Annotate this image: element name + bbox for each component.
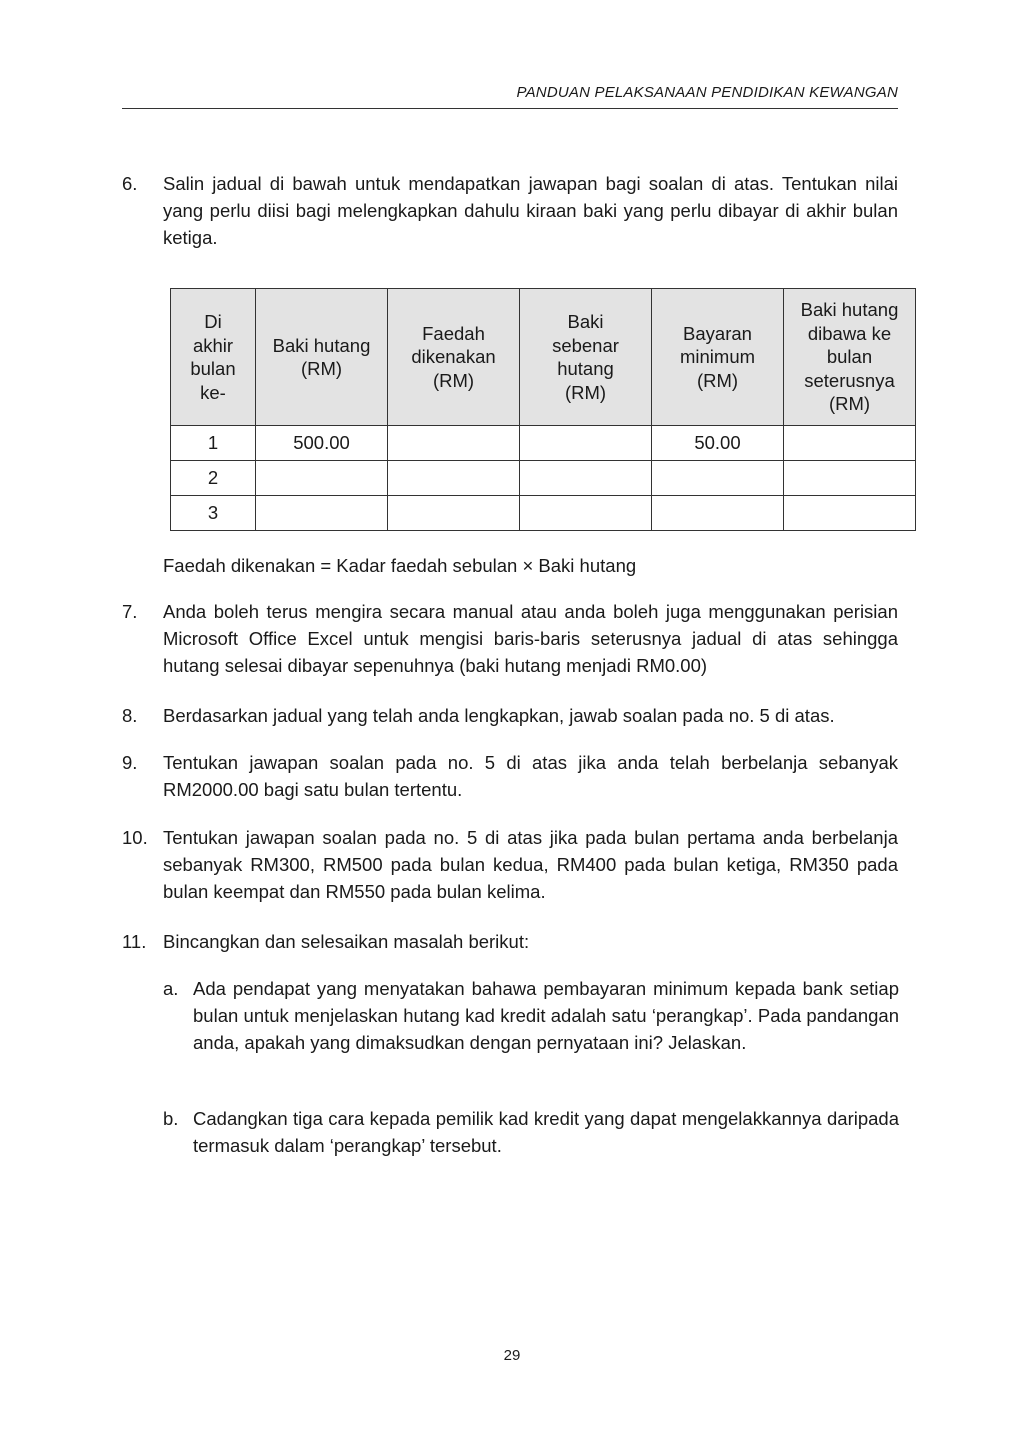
- interest-formula: Faedah dikenakan = Kadar faedah sebulan × Baki hutang: [163, 555, 637, 576]
- table-cell: [784, 496, 916, 531]
- question-number: 7.: [122, 601, 138, 622]
- table-cell: [388, 496, 520, 531]
- sub-question-letter: a.: [163, 978, 179, 999]
- table-cell: 3: [171, 496, 256, 531]
- sub-question-letter: b.: [163, 1108, 179, 1129]
- table-cell: [256, 496, 388, 531]
- page-number: 29: [503, 1347, 521, 1364]
- table-cell: [388, 461, 520, 496]
- col-header-actual-balance: Baki sebenar hutang (RM): [520, 289, 652, 426]
- question-text: Salin jadual di bawah untuk mendapatkan jawapan bagi soalan di atas. Tentukan nilai yang perlu diisi bagi melengkapkan dahulu kiraan baki yang perlu dibayar di akhir bulan ketiga.: [163, 173, 898, 248]
- col-header-carried-balance: Baki hutang dibawa ke bulan seterusnya (RM): [784, 289, 916, 426]
- question-text: Anda boleh terus mengira secara manual atau anda boleh juga menggunakan perisian Microsoft Office Excel untuk mengisi baris-baris seterusnya jadual di atas sehingga hutang selesai dibayar sepenuhnya (baki hutang menjadi RM0.00): [163, 601, 898, 676]
- sub-question-text: Ada pendapat yang menyatakan bahawa pembayaran minimum kepada bank setiap bulan untuk menjelaskan hutang kad kredit adalah satu ‘perangkap’. Pada pandangan anda, apakah yang dimaksudkan dengan pernyataan ini? Jelaskan.: [193, 978, 899, 1053]
- table-row: [171, 496, 916, 531]
- table-cell: 500.00: [256, 426, 388, 461]
- running-header: PANDUAN PELAKSANAAN PENDIDIKAN KEWANGAN: [122, 84, 898, 109]
- table-cell: 50.00: [652, 426, 784, 461]
- col-header-debt-balance: Baki hutang (RM): [256, 289, 388, 426]
- question-text: Berdasarkan jadual yang telah anda lengkapkan, jawab soalan pada no. 5 di atas.: [163, 705, 835, 726]
- table-cell: 2: [171, 461, 256, 496]
- table-header-row: [171, 289, 916, 426]
- table-row: [171, 461, 916, 496]
- table-cell: [520, 496, 652, 531]
- sub-question-text: Cadangkan tiga cara kepada pemilik kad kredit yang dapat mengelakkannya daripada termasuk dalam ‘perangkap’ tersebut.: [193, 1108, 899, 1156]
- col-header-month: Di akhir bulan ke-: [171, 289, 256, 426]
- table-cell: [520, 461, 652, 496]
- table-cell: [784, 426, 916, 461]
- table-row: [171, 426, 916, 461]
- col-header-minimum-payment: Bayaran minimum (RM): [652, 289, 784, 426]
- question-number: 11.: [122, 931, 147, 952]
- table-cell: [388, 426, 520, 461]
- table-cell: 1: [171, 426, 256, 461]
- question-number: 6.: [122, 173, 138, 194]
- debt-table: [170, 288, 916, 531]
- question-text: Tentukan jawapan soalan pada no. 5 di atas jika pada bulan pertama anda berbelanja sebanyak RM300, RM500 pada bulan kedua, RM400 pada bulan ketiga, RM350 pada bulan keempat dan RM550 pada bulan kelima.: [163, 827, 898, 902]
- table-cell: [256, 461, 388, 496]
- question-number: 8.: [122, 705, 138, 726]
- question-number: 10.: [122, 827, 148, 848]
- question-text: Bincangkan dan selesaikan masalah berikut:: [163, 931, 530, 952]
- table-cell: [784, 461, 916, 496]
- table-cell: [652, 461, 784, 496]
- table-cell: [652, 496, 784, 531]
- question-number: 9.: [122, 752, 138, 773]
- col-header-interest: Faedah dikenakan (RM): [388, 289, 520, 426]
- table-cell: [520, 426, 652, 461]
- question-text: Tentukan jawapan soalan pada no. 5 di atas jika anda telah berbelanja sebanyak RM2000.00 bagi satu bulan tertentu.: [163, 752, 898, 800]
